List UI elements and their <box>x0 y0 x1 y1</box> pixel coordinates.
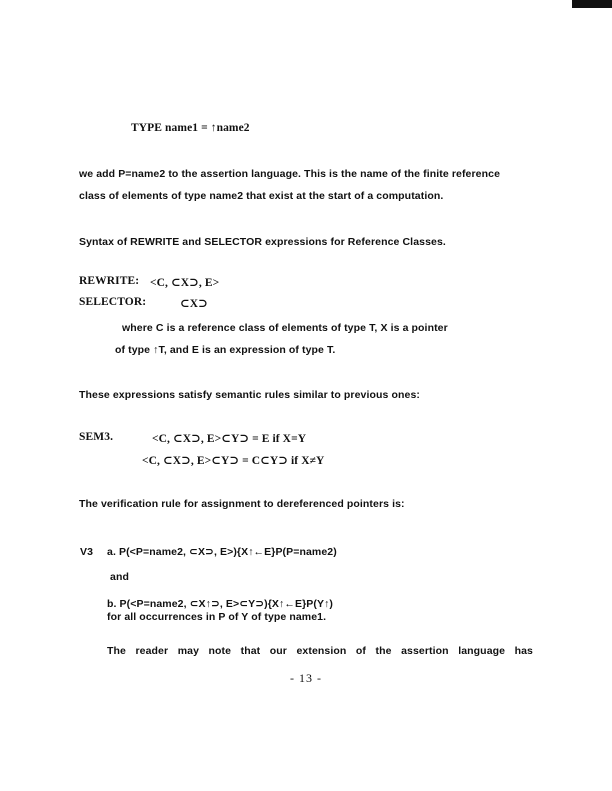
paragraph-line: class of elements of type name2 that exist at the start of a computation. <box>79 190 444 202</box>
closing-line: The reader may note that our extension of the assertion language has <box>107 645 533 657</box>
selector-label: SELECTOR: <box>79 296 147 308</box>
v3-rule-b: b. P(<P=name2, ⊂X↑⊃, E>⊂Y⊃){X↑←E}P(Y↑) <box>107 598 334 610</box>
sem3-rule: <C, ⊂X⊃, E>⊂Y⊃ = E if X=Y <box>152 433 307 445</box>
v3-rule-a: a. P(<P=name2, ⊂X⊃, E>){X↑←E}P(P=name2) <box>107 546 337 558</box>
paragraph-line: we add P=name2 to the assertion language. This is the name of the finite reference <box>79 168 501 180</box>
where-clause-line: of type ↑T, and E is an expression of type T. <box>115 344 336 356</box>
verification-intro: The verification rule for assignment to dereferenced pointers is: <box>79 498 405 510</box>
rewrite-label: REWRITE: <box>79 275 140 287</box>
type-declaration: TYPE name1 = ↑name2 <box>131 122 250 134</box>
semantic-intro: These expressions satisfy semantic rules similar to previous ones: <box>79 389 420 401</box>
syntax-heading: Syntax of REWRITE and SELECTOR expressions for Reference Classes. <box>79 236 446 248</box>
scan-corner-mark <box>572 0 612 8</box>
where-clause-line: where C is a reference class of elements of type T, X is a pointer <box>122 322 448 334</box>
sem3-label: SEM3. <box>79 431 114 443</box>
selector-expression: ⊂X⊃ <box>180 298 208 310</box>
sem3-rule: <C, ⊂X⊃, E>⊂Y⊃ = C⊂Y⊃ if X≠Y <box>142 455 325 467</box>
v3-label: V3 <box>80 546 94 558</box>
v3-rule-b-continuation: for all occurrences in P of Y of type name1. <box>107 611 327 623</box>
page-number: - 13 - <box>290 671 322 685</box>
rewrite-expression: <C, ⊂X⊃, E> <box>150 277 220 289</box>
v3-and: and <box>110 571 129 583</box>
